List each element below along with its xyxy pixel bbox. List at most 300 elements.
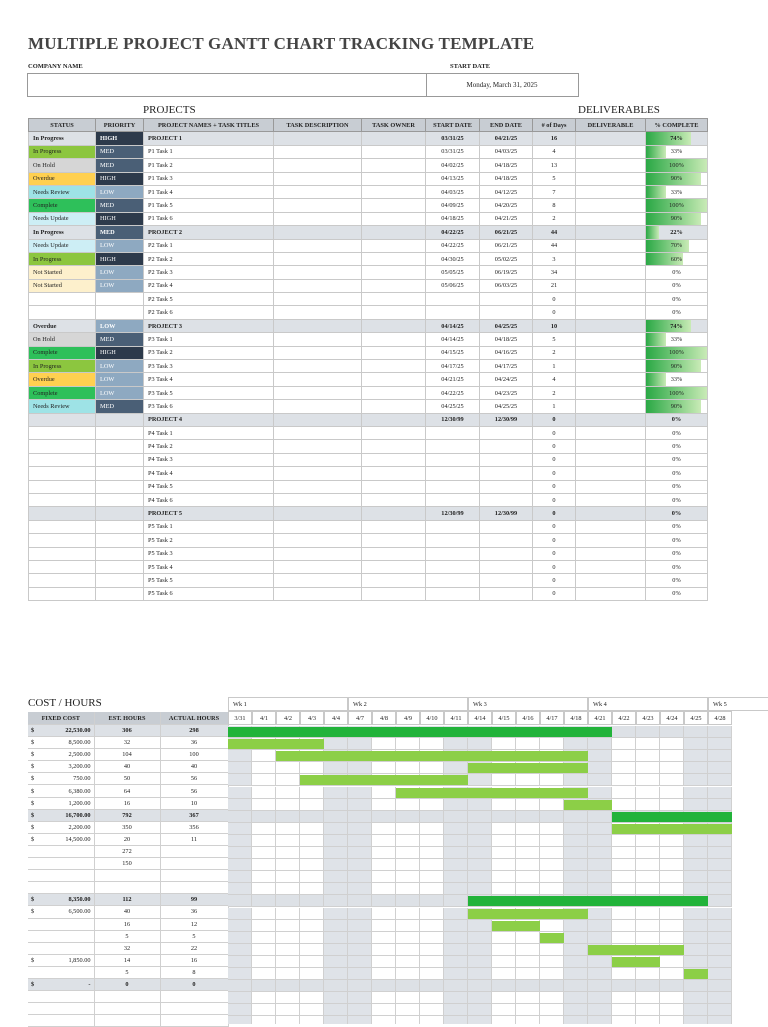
status-cell[interactable]: Needs Review [29,185,96,198]
status-cell[interactable]: Needs Update [29,239,96,252]
percent-complete-cell[interactable] [646,386,708,399]
task-description-cell[interactable] [274,507,362,520]
est-hours-cell[interactable]: 306 [94,725,160,737]
task-owner-cell[interactable] [362,480,426,493]
end-date-cell[interactable] [480,547,533,560]
fixed-cost-cell[interactable] [28,821,94,833]
priority-cell[interactable] [96,560,144,573]
priority-cell[interactable] [96,306,144,319]
end-date-cell[interactable]: 04/25/25 [480,400,533,413]
priority-cell[interactable]: MED [96,199,144,212]
task-title-cell[interactable]: P1 Task 2 [144,159,274,172]
start-date-cell[interactable]: 04/21/25 [426,373,480,386]
end-date-cell[interactable]: 04/18/25 [480,333,533,346]
start-date-cell[interactable]: 04/18/25 [426,212,480,225]
task-description-cell[interactable] [274,440,362,453]
percent-complete-cell[interactable] [646,252,708,265]
actual-hours-cell[interactable]: 99 [160,894,228,906]
fixed-cost-cell[interactable] [28,942,94,954]
start-date-cell[interactable]: 04/03/25 [426,185,480,198]
task-title-cell[interactable]: P5 Task 2 [144,534,274,547]
est-hours-cell[interactable]: 272 [94,845,160,857]
status-cell[interactable]: Not Started [29,266,96,279]
priority-cell[interactable]: LOW [96,373,144,386]
status-cell[interactable]: On Hold [29,159,96,172]
task-owner-cell[interactable] [362,185,426,198]
status-cell[interactable]: In Progress [29,252,96,265]
percent-complete-cell[interactable] [646,226,708,239]
end-date-cell[interactable]: 06/21/25 [480,239,533,252]
task-title-cell[interactable]: PROJECT 1 [144,132,274,145]
actual-hours-cell[interactable]: 56 [160,773,228,785]
task-description-cell[interactable] [274,346,362,359]
status-cell[interactable]: In Progress [29,132,96,145]
fixed-cost-cell[interactable] [28,737,94,749]
task-description-cell[interactable] [274,293,362,306]
start-date-cell[interactable] [426,574,480,587]
status-cell[interactable] [29,520,96,533]
percent-complete-cell[interactable] [646,574,708,587]
task-description-cell[interactable] [274,520,362,533]
task-gantt-bar[interactable] [492,921,540,931]
percent-complete-cell[interactable] [646,172,708,185]
actual-hours-cell[interactable] [160,845,228,857]
start-date-cell[interactable] [426,587,480,600]
priority-cell[interactable] [96,453,144,466]
status-cell[interactable]: In Progress [29,145,96,158]
start-date-cell[interactable]: 03/31/25 [426,145,480,158]
actual-hours-cell[interactable]: 56 [160,785,228,797]
task-description-cell[interactable] [274,426,362,439]
task-owner-cell[interactable] [362,574,426,587]
task-description-cell[interactable] [274,306,362,319]
percent-complete-cell[interactable] [646,426,708,439]
end-date-cell[interactable]: 04/16/25 [480,346,533,359]
task-owner-cell[interactable] [362,507,426,520]
end-date-cell[interactable]: 04/23/25 [480,386,533,399]
priority-cell[interactable] [96,467,144,480]
end-date-cell[interactable]: 04/25/25 [480,319,533,332]
task-title-cell[interactable]: PROJECT 4 [144,413,274,426]
task-title-cell[interactable]: P3 Task 1 [144,333,274,346]
percent-complete-cell[interactable] [646,239,708,252]
actual-hours-cell[interactable]: 36 [160,906,228,918]
percent-complete-cell[interactable] [646,373,708,386]
fixed-cost-cell[interactable] [28,858,94,870]
task-description-cell[interactable] [274,574,362,587]
task-gantt-bar[interactable] [564,800,612,810]
project-gantt-bar[interactable] [612,812,732,822]
est-hours-cell[interactable]: 5 [94,966,160,978]
task-owner-cell[interactable] [362,400,426,413]
deliverable-cell[interactable] [576,547,646,560]
deliverable-cell[interactable] [576,226,646,239]
end-date-cell[interactable]: 04/21/25 [480,212,533,225]
task-owner-cell[interactable] [362,520,426,533]
task-gantt-bar[interactable] [684,969,708,979]
task-owner-cell[interactable] [362,440,426,453]
task-title-cell[interactable]: P3 Task 5 [144,386,274,399]
task-title-cell[interactable]: P4 Task 3 [144,453,274,466]
est-hours-cell[interactable]: 792 [94,809,160,821]
actual-hours-cell[interactable] [160,882,228,894]
status-cell[interactable]: Overdue [29,373,96,386]
task-title-cell[interactable]: P3 Task 6 [144,400,274,413]
percent-complete-cell[interactable] [646,159,708,172]
percent-complete-cell[interactable] [646,480,708,493]
project-gantt-bar[interactable] [228,727,612,737]
task-owner-cell[interactable] [362,333,426,346]
end-date-cell[interactable] [480,574,533,587]
percent-complete-cell[interactable] [646,453,708,466]
est-hours-cell[interactable]: 64 [94,785,160,797]
task-description-cell[interactable] [274,319,362,332]
task-description-cell[interactable] [274,413,362,426]
deliverable-cell[interactable] [576,346,646,359]
fixed-cost-cell[interactable] [28,773,94,785]
deliverable-cell[interactable] [576,252,646,265]
task-gantt-bar[interactable] [612,957,660,967]
percent-complete-cell[interactable] [646,467,708,480]
end-date-cell[interactable] [480,440,533,453]
task-description-cell[interactable] [274,279,362,292]
task-description-cell[interactable] [274,172,362,185]
priority-cell[interactable]: HIGH [96,132,144,145]
start-date-cell[interactable]: 12/30/99 [426,507,480,520]
task-gantt-bar[interactable] [228,739,324,749]
task-owner-cell[interactable] [362,534,426,547]
end-date-cell[interactable] [480,306,533,319]
est-hours-cell[interactable] [94,991,160,1003]
deliverable-cell[interactable] [576,560,646,573]
fixed-cost-cell[interactable] [28,918,94,930]
priority-cell[interactable]: LOW [96,279,144,292]
start-date-cell[interactable]: 03/31/25 [426,132,480,145]
priority-cell[interactable]: HIGH [96,252,144,265]
start-date-cell[interactable] [426,440,480,453]
task-owner-cell[interactable] [362,239,426,252]
task-description-cell[interactable] [274,226,362,239]
actual-hours-cell[interactable]: 12 [160,918,228,930]
percent-complete-cell[interactable] [646,132,708,145]
task-title-cell[interactable]: P2 Task 2 [144,252,274,265]
start-date-cell[interactable] [426,560,480,573]
task-title-cell[interactable]: P3 Task 2 [144,346,274,359]
task-owner-cell[interactable] [362,386,426,399]
status-cell[interactable] [29,547,96,560]
fixed-cost-cell[interactable] [28,797,94,809]
percent-complete-cell[interactable] [646,587,708,600]
deliverable-cell[interactable] [576,453,646,466]
task-owner-cell[interactable] [362,199,426,212]
percent-complete-cell[interactable] [646,534,708,547]
task-title-cell[interactable]: P1 Task 1 [144,145,274,158]
priority-cell[interactable] [96,440,144,453]
start-date-cell[interactable] [426,534,480,547]
start-date-cell[interactable]: 05/05/25 [426,266,480,279]
start-date-cell[interactable]: 04/25/25 [426,400,480,413]
task-description-cell[interactable] [274,467,362,480]
end-date-cell[interactable]: 12/30/99 [480,507,533,520]
est-hours-cell[interactable]: 5 [94,930,160,942]
deliverable-cell[interactable] [576,319,646,332]
priority-cell[interactable]: LOW [96,319,144,332]
task-gantt-bar[interactable] [540,933,564,943]
priority-cell[interactable] [96,520,144,533]
deliverable-cell[interactable] [576,199,646,212]
est-hours-cell[interactable] [94,1003,160,1015]
actual-hours-cell[interactable]: 367 [160,809,228,821]
actual-hours-cell[interactable] [160,858,228,870]
percent-complete-cell[interactable] [646,520,708,533]
fixed-cost-cell[interactable] [28,1015,94,1027]
task-owner-cell[interactable] [362,132,426,145]
task-description-cell[interactable] [274,493,362,506]
actual-hours-cell[interactable] [160,1015,228,1027]
task-description-cell[interactable] [274,534,362,547]
task-description-cell[interactable] [274,252,362,265]
end-date-cell[interactable] [480,426,533,439]
priority-cell[interactable]: LOW [96,266,144,279]
start-date-cell[interactable]: 12/30/99 [426,413,480,426]
task-owner-cell[interactable] [362,413,426,426]
deliverable-cell[interactable] [576,145,646,158]
deliverable-cell[interactable] [576,426,646,439]
task-owner-cell[interactable] [362,145,426,158]
task-title-cell[interactable]: P5 Task 4 [144,560,274,573]
fixed-cost-cell[interactable] [28,991,94,1003]
task-owner-cell[interactable] [362,373,426,386]
deliverable-cell[interactable] [576,333,646,346]
actual-hours-cell[interactable]: 36 [160,737,228,749]
deliverable-cell[interactable] [576,507,646,520]
start-date-cell[interactable] [426,480,480,493]
status-cell[interactable]: Complete [29,386,96,399]
task-title-cell[interactable]: PROJECT 3 [144,319,274,332]
percent-complete-cell[interactable] [646,346,708,359]
start-date-cell[interactable]: 04/09/25 [426,199,480,212]
priority-cell[interactable] [96,413,144,426]
status-cell[interactable] [29,480,96,493]
task-gantt-bar[interactable] [468,763,588,773]
task-title-cell[interactable]: P1 Task 5 [144,199,274,212]
status-cell[interactable]: Needs Update [29,212,96,225]
project-gantt-bar[interactable] [468,896,708,906]
task-description-cell[interactable] [274,560,362,573]
percent-complete-cell[interactable] [646,199,708,212]
percent-complete-cell[interactable] [646,293,708,306]
task-owner-cell[interactable] [362,467,426,480]
task-gantt-bar[interactable] [468,909,588,919]
task-owner-cell[interactable] [362,426,426,439]
percent-complete-cell[interactable] [646,145,708,158]
start-date-cell[interactable] [426,520,480,533]
status-cell[interactable]: Overdue [29,172,96,185]
status-cell[interactable]: On Hold [29,333,96,346]
actual-hours-cell[interactable]: 0 [160,978,228,990]
deliverable-cell[interactable] [576,360,646,373]
start-date-cell[interactable]: 04/17/25 [426,360,480,373]
deliverable-cell[interactable] [576,373,646,386]
end-date-cell[interactable]: 05/02/25 [480,252,533,265]
task-owner-cell[interactable] [362,493,426,506]
percent-complete-cell[interactable] [646,413,708,426]
task-owner-cell[interactable] [362,547,426,560]
end-date-cell[interactable]: 06/21/25 [480,226,533,239]
deliverable-cell[interactable] [576,440,646,453]
status-cell[interactable]: Complete [29,346,96,359]
deliverable-cell[interactable] [576,467,646,480]
priority-cell[interactable]: LOW [96,185,144,198]
task-owner-cell[interactable] [362,279,426,292]
task-title-cell[interactable]: P4 Task 6 [144,493,274,506]
task-description-cell[interactable] [274,199,362,212]
percent-complete-cell[interactable] [646,266,708,279]
percent-complete-cell[interactable] [646,333,708,346]
company-name-field[interactable] [27,73,428,97]
actual-hours-cell[interactable]: 40 [160,761,228,773]
priority-cell[interactable] [96,480,144,493]
est-hours-cell[interactable]: 16 [94,797,160,809]
status-cell[interactable] [29,467,96,480]
status-cell[interactable] [29,453,96,466]
task-description-cell[interactable] [274,239,362,252]
percent-complete-cell[interactable] [646,319,708,332]
task-title-cell[interactable]: P2 Task 4 [144,279,274,292]
deliverable-cell[interactable] [576,574,646,587]
end-date-cell[interactable] [480,453,533,466]
end-date-cell[interactable]: 06/03/25 [480,279,533,292]
actual-hours-cell[interactable]: 356 [160,821,228,833]
status-cell[interactable] [29,426,96,439]
est-hours-cell[interactable] [94,870,160,882]
end-date-cell[interactable]: 04/12/25 [480,185,533,198]
status-cell[interactable] [29,306,96,319]
start-date-cell[interactable]: 04/15/25 [426,346,480,359]
status-cell[interactable]: Overdue [29,319,96,332]
task-description-cell[interactable] [274,185,362,198]
est-hours-cell[interactable] [94,1015,160,1027]
status-cell[interactable] [29,574,96,587]
task-owner-cell[interactable] [362,266,426,279]
task-gantt-bar[interactable] [300,775,468,785]
deliverable-cell[interactable] [576,185,646,198]
task-owner-cell[interactable] [362,587,426,600]
status-cell[interactable] [29,534,96,547]
priority-cell[interactable] [96,293,144,306]
percent-complete-cell[interactable] [646,440,708,453]
task-title-cell[interactable]: P3 Task 3 [144,360,274,373]
task-title-cell[interactable]: P2 Task 5 [144,293,274,306]
deliverable-cell[interactable] [576,534,646,547]
priority-cell[interactable]: HIGH [96,212,144,225]
end-date-cell[interactable]: 04/21/25 [480,132,533,145]
fixed-cost-cell[interactable] [28,966,94,978]
deliverable-cell[interactable] [576,132,646,145]
priority-cell[interactable] [96,574,144,587]
end-date-cell[interactable] [480,293,533,306]
task-title-cell[interactable]: P4 Task 5 [144,480,274,493]
percent-complete-cell[interactable] [646,185,708,198]
start-date-cell[interactable] [426,306,480,319]
end-date-cell[interactable]: 04/18/25 [480,159,533,172]
task-owner-cell[interactable] [362,252,426,265]
status-cell[interactable] [29,293,96,306]
deliverable-cell[interactable] [576,172,646,185]
priority-cell[interactable] [96,493,144,506]
est-hours-cell[interactable]: 150 [94,858,160,870]
task-owner-cell[interactable] [362,560,426,573]
task-title-cell[interactable]: P1 Task 4 [144,185,274,198]
task-description-cell[interactable] [274,132,362,145]
fixed-cost-cell[interactable] [28,761,94,773]
end-date-cell[interactable] [480,534,533,547]
priority-cell[interactable]: LOW [96,360,144,373]
task-title-cell[interactable]: PROJECT 5 [144,507,274,520]
priority-cell[interactable]: HIGH [96,172,144,185]
fixed-cost-cell[interactable] [28,749,94,761]
est-hours-cell[interactable]: 32 [94,737,160,749]
deliverable-cell[interactable] [576,413,646,426]
est-hours-cell[interactable]: 32 [94,942,160,954]
fixed-cost-cell[interactable] [28,978,94,990]
task-title-cell[interactable]: P3 Task 4 [144,373,274,386]
start-date-cell[interactable]: 04/22/25 [426,226,480,239]
deliverable-cell[interactable] [576,587,646,600]
percent-complete-cell[interactable] [646,360,708,373]
start-date-cell[interactable]: 04/13/25 [426,172,480,185]
start-date-cell[interactable] [426,426,480,439]
end-date-cell[interactable]: 04/20/25 [480,199,533,212]
task-description-cell[interactable] [274,212,362,225]
deliverable-cell[interactable] [576,212,646,225]
priority-cell[interactable]: MED [96,333,144,346]
task-description-cell[interactable] [274,547,362,560]
actual-hours-cell[interactable] [160,991,228,1003]
task-title-cell[interactable]: P2 Task 1 [144,239,274,252]
end-date-cell[interactable]: 04/18/25 [480,172,533,185]
task-title-cell[interactable]: P1 Task 6 [144,212,274,225]
end-date-cell[interactable] [480,467,533,480]
priority-cell[interactable]: LOW [96,239,144,252]
end-date-cell[interactable]: 04/03/25 [480,145,533,158]
task-owner-cell[interactable] [362,293,426,306]
est-hours-cell[interactable]: 16 [94,918,160,930]
percent-complete-cell[interactable] [646,212,708,225]
start-date-cell[interactable]: 05/06/25 [426,279,480,292]
fixed-cost-cell[interactable] [28,870,94,882]
est-hours-cell[interactable]: 40 [94,761,160,773]
end-date-cell[interactable] [480,560,533,573]
actual-hours-cell[interactable] [160,870,228,882]
status-cell[interactable]: In Progress [29,226,96,239]
task-description-cell[interactable] [274,373,362,386]
task-gantt-bar[interactable] [588,945,684,955]
start-date-cell[interactable]: 04/30/25 [426,252,480,265]
start-date-cell[interactable]: 04/02/25 [426,159,480,172]
end-date-cell[interactable]: 04/24/25 [480,373,533,386]
end-date-cell[interactable]: 04/17/25 [480,360,533,373]
task-owner-cell[interactable] [362,453,426,466]
percent-complete-cell[interactable] [646,507,708,520]
priority-cell[interactable]: HIGH [96,346,144,359]
priority-cell[interactable] [96,587,144,600]
task-description-cell[interactable] [274,266,362,279]
priority-cell[interactable]: MED [96,226,144,239]
deliverable-cell[interactable] [576,266,646,279]
deliverable-cell[interactable] [576,293,646,306]
priority-cell[interactable]: MED [96,400,144,413]
